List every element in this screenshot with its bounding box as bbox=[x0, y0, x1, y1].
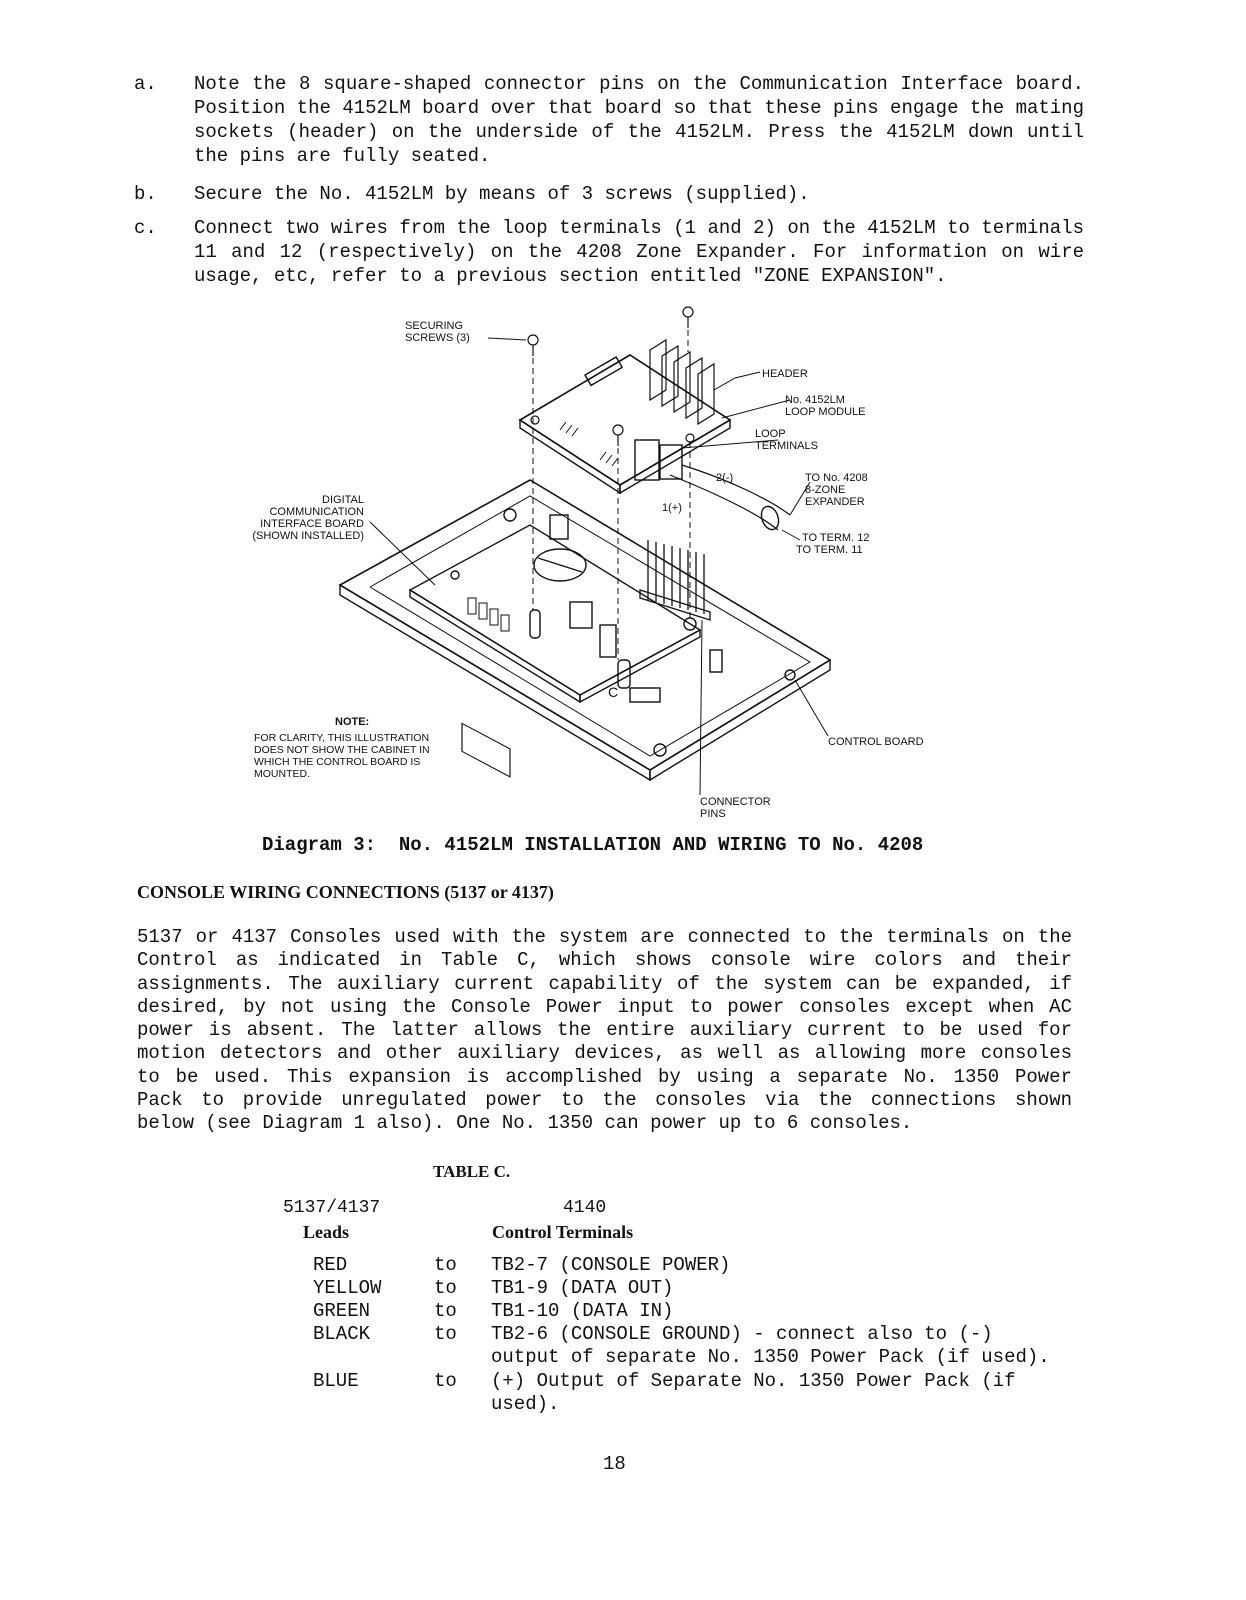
label-loop-module: No. 4152LM LOOP MODULE bbox=[785, 394, 866, 418]
leader-header bbox=[714, 372, 760, 390]
label-to-term-11: TO TERM. 11 bbox=[796, 544, 863, 556]
paragraph-line: desired, by not using the Console Power input to power consoles except when AC bbox=[137, 995, 1072, 1018]
label-control-board: CONTROL BOARD bbox=[828, 736, 924, 748]
terminal-block bbox=[462, 723, 510, 777]
label-note-title: NOTE: bbox=[335, 716, 370, 728]
control-terminal bbox=[491, 1323, 1073, 1369]
label-note-body: FOR CLARITY, THIS ILLUSTRATION DOES NOT SHOW THE CABINET IN WHICH THE CONTROL BOARD IS MOUNTED. bbox=[254, 732, 430, 780]
page-number: 18 bbox=[603, 1453, 626, 1475]
label-c-mark: C bbox=[608, 684, 619, 700]
control-terminal bbox=[491, 1370, 1073, 1416]
label-term-minus: 2(-) bbox=[716, 472, 734, 484]
section-heading: CONSOLE WIRING CONNECTIONS (5137 or 4137) bbox=[137, 882, 554, 902]
paragraph-line: to be used. This expansion is accomplished by using a separate No. 1350 Power bbox=[137, 1065, 1072, 1088]
table-col2-header-line1: 4140 bbox=[563, 1198, 607, 1218]
label-to-term-12: TO TERM. 12 bbox=[802, 532, 870, 544]
label-header: HEADER bbox=[762, 368, 808, 380]
paragraph-line: 5137 or 4137 Consoles used with the system are connected to the terminals on the bbox=[137, 926, 1072, 948]
terminal-line: TB2-7 (CONSOLE POWER) bbox=[491, 1254, 731, 1276]
lead-color: GREEN bbox=[313, 1300, 371, 1322]
to-word: to bbox=[434, 1277, 457, 1299]
leader-digital bbox=[370, 522, 435, 585]
leader-securing bbox=[488, 338, 526, 340]
leader-connector bbox=[700, 620, 702, 795]
control-terminal bbox=[491, 1277, 1073, 1300]
screw-drawings bbox=[528, 307, 694, 446]
paragraph-line: Control as indicated in Table C, which shows console wire colors and their bbox=[137, 949, 1072, 972]
terminal-line: (+) Output of Separate No. 1350 Power Pack (if bbox=[491, 1370, 1016, 1392]
lead-color: BLUE bbox=[313, 1370, 359, 1392]
to-word: to bbox=[434, 1254, 457, 1276]
lead-color: YELLOW bbox=[313, 1277, 382, 1299]
label-loop-terminals: LOOP TERMINALS bbox=[755, 428, 818, 452]
to-word: to bbox=[434, 1370, 457, 1392]
step-text: Note the 8 square-shaped connector pins on the Communication Interface board. Position the 4152LM board over that board so that these pins engage the mating sockets (header) on the underside of the 4152LM. Press the 4152LM down until the pins are fully seated. bbox=[194, 73, 1084, 167]
step-letter: a. bbox=[134, 73, 157, 95]
label-to-4208: TO No. 4208 8-ZONE EXPANDER bbox=[805, 472, 868, 508]
step-letter: b. bbox=[134, 183, 157, 205]
table-col1-header-line2: Leads bbox=[303, 1222, 350, 1242]
table-col2-header-line2: Control Terminals bbox=[492, 1222, 634, 1242]
label-securing-screws: SECURING SCREWS (3) bbox=[405, 320, 470, 344]
leader-loop-module bbox=[722, 400, 790, 418]
label-term-plus: 1(+) bbox=[662, 502, 682, 514]
control-terminal bbox=[491, 1300, 1073, 1323]
step-letter: c. bbox=[134, 217, 157, 239]
lead-color: RED bbox=[313, 1254, 348, 1276]
step-text: Secure the No. 4152LM by means of 3 screws (supplied). bbox=[194, 183, 810, 205]
paragraph-line: below (see Diagram 1 also). One No. 1350 can power up to 6 consoles. bbox=[137, 1112, 913, 1135]
label-digital-communication: DIGITAL COMMUNICATION INTERFACE BOARD (SHOWN INSTALLED) bbox=[252, 494, 364, 542]
paragraph-line: motion detectors and other auxiliary devices, as well as allowing more consoles bbox=[137, 1042, 1072, 1065]
header-drawing bbox=[650, 340, 714, 424]
table-title: TABLE C. bbox=[433, 1162, 511, 1181]
to-word: to bbox=[434, 1323, 457, 1345]
step-a bbox=[134, 72, 1094, 172]
control-board-outline bbox=[340, 480, 830, 770]
table-col1-header-line1: 5137/4137 bbox=[283, 1198, 381, 1218]
control-terminal bbox=[491, 1254, 1073, 1277]
lead-color: BLACK bbox=[313, 1323, 371, 1345]
leader-term12 bbox=[782, 530, 800, 540]
to-word: to bbox=[434, 1300, 457, 1322]
terminal-line: TB2-6 (CONSOLE GROUND) - connect also to (-) bbox=[491, 1323, 993, 1345]
terminal-line: TB1-9 (DATA OUT) bbox=[491, 1277, 674, 1299]
console-wiring-paragraph bbox=[137, 926, 1072, 1136]
paragraph-line: Pack to provide unregulated power to the consoles via the connections shown bbox=[137, 1089, 1072, 1112]
paragraph-line: assignments. The auxiliary current capability of the system can be expanded, if bbox=[137, 972, 1072, 995]
leader-control bbox=[795, 680, 828, 736]
label-connector-pins: CONNECTOR PINS bbox=[700, 796, 771, 820]
diagram-caption: Diagram 3: No. 4152LM INSTALLATION AND WIRING TO No. 4208 bbox=[262, 834, 924, 856]
step-text: Connect two wires from the loop terminals (1 and 2) on the 4152LM to terminals 11 and 12 (respectively) on the 4208 Zone Expander. For information on wire usage, etc, refer to a previous section entitled "ZONE EXPANSION". bbox=[194, 217, 1084, 287]
terminal-line: TB1-10 (DATA IN) bbox=[491, 1300, 674, 1322]
paragraph-line: power is absent. The latter allows the entire auxiliary current to be used for bbox=[137, 1019, 1072, 1042]
terminal-line: output of separate No. 1350 Power Pack (if used). bbox=[491, 1346, 1050, 1368]
step-b bbox=[134, 182, 1094, 210]
installation-diagram bbox=[230, 300, 970, 840]
terminal-line: used). bbox=[491, 1393, 560, 1415]
